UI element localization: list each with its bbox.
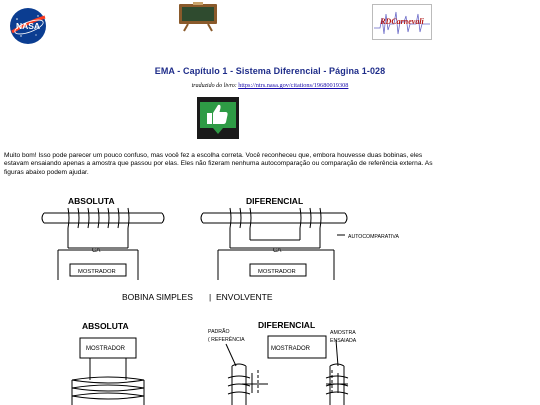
nasa-logo bbox=[8, 6, 48, 46]
bottom-absolute-label: ABSOLUTA bbox=[82, 321, 129, 331]
bottom-differential-label: DIFERENCIAL bbox=[258, 320, 316, 330]
page-title: EMA - Capítulo 1 - Sistema Diferencial - Página 1-028 bbox=[154, 66, 386, 76]
tested-label: ENSAIADA bbox=[330, 338, 357, 344]
source-label: traduzido do livro: bbox=[191, 83, 237, 89]
caption-single-coil: BOBINA SIMPLES bbox=[122, 292, 193, 302]
sample-label: AMOSTRA bbox=[330, 330, 356, 336]
svg-text:NASA: NASA bbox=[15, 21, 41, 31]
top-differential-label: DIFERENCIAL bbox=[246, 196, 304, 206]
top-absolute-label: ABSOLUTA bbox=[68, 196, 115, 206]
source-line bbox=[0, 82, 540, 89]
source-link[interactable]: https://ntrs.nasa.gov/citations/19680019308 bbox=[238, 82, 349, 89]
reference-label: ( REFERÊNCIA bbox=[208, 337, 245, 343]
coil-diagrams bbox=[0, 188, 540, 405]
top-differential-ca-label: CA bbox=[273, 248, 282, 254]
bottom-absolute-display-label: MOSTRADOR bbox=[86, 346, 125, 352]
top-differential-display-label: MOSTRADOR bbox=[258, 269, 296, 275]
caption-encircling: ENVOLVENTE bbox=[216, 292, 273, 302]
top-absolute-ca-label: CA bbox=[92, 248, 101, 254]
chalkboard-icon bbox=[176, 2, 220, 32]
top-absolute-display-label: MOSTRADOR bbox=[78, 269, 116, 275]
caption-separator: | bbox=[209, 292, 212, 302]
autocomparative-label: AUTOCOMPARATIVA bbox=[348, 234, 399, 240]
thumbs-up-icon bbox=[196, 96, 240, 140]
standard-label: PADRÃO bbox=[208, 329, 230, 335]
feedback-text: Muito bom! Isso pode parecer um pouco confuso, mas você fez a escolha correta. Você reconheceu que, embora houvesse duas bobinas, eles estavam ensaiando apenas a amostra que passou por elas. Eles não fizeram nenhuma autocomparação ou comparação de referência externa. As figuras abaixo podem ajudar. bbox=[4, 152, 433, 176]
rd-carnevali-logo bbox=[372, 4, 432, 40]
bottom-differential-display-label: MOSTRADOR bbox=[271, 346, 310, 352]
rd-logo-text: RDCarnevali bbox=[380, 17, 424, 26]
